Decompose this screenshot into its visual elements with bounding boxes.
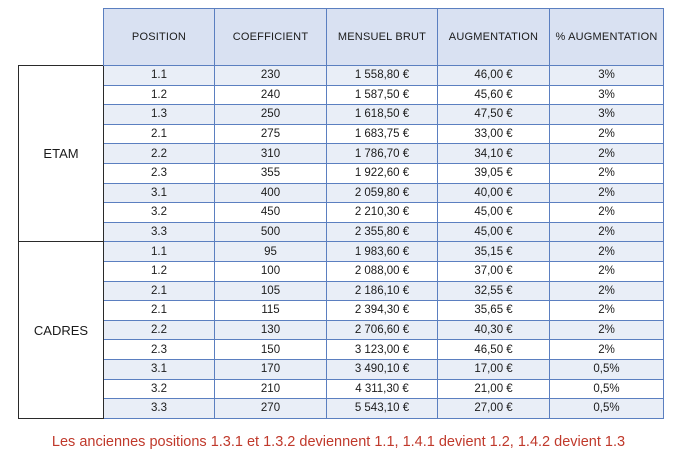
cell-position: 2.2 xyxy=(104,320,215,340)
cell-position: 3.2 xyxy=(104,203,215,223)
header-position: POSITION xyxy=(104,9,215,66)
group-label: ETAM xyxy=(19,66,104,242)
cell-augmentation: 45,00 € xyxy=(438,222,550,242)
cell-coefficient: 210 xyxy=(215,379,327,399)
header-row xyxy=(19,9,664,66)
cell-coefficient: 230 xyxy=(215,66,327,86)
cell-mensuel-brut: 2 059,80 € xyxy=(327,183,438,203)
table-row xyxy=(19,85,664,105)
table-row xyxy=(19,261,664,281)
cell-augmentation: 45,60 € xyxy=(438,85,550,105)
table-body xyxy=(19,66,664,419)
cell-coefficient: 130 xyxy=(215,320,327,340)
table-row xyxy=(19,320,664,340)
table-row xyxy=(19,359,664,379)
cell-coefficient: 115 xyxy=(215,301,327,321)
table-row xyxy=(19,124,664,144)
table-row xyxy=(19,281,664,301)
cell-mensuel-brut: 2 186,10 € xyxy=(327,281,438,301)
cell-pct-augmentation: 3% xyxy=(550,66,664,86)
cell-pct-augmentation: 2% xyxy=(550,261,664,281)
cell-mensuel-brut: 5 543,10 € xyxy=(327,399,438,419)
table-row xyxy=(19,301,664,321)
table-row xyxy=(19,105,664,125)
table-row xyxy=(19,183,664,203)
table-row xyxy=(19,222,664,242)
cell-pct-augmentation: 2% xyxy=(550,320,664,340)
cell-pct-augmentation: 2% xyxy=(550,144,664,164)
footnote: Les anciennes positions 1.3.1 et 1.3.2 deviennent 1.1, 1.4.1 devient 1.2, 1.4.2 devient 1.3 xyxy=(51,434,626,450)
cell-position: 1.2 xyxy=(104,85,215,105)
cell-coefficient: 270 xyxy=(215,399,327,419)
cell-coefficient: 150 xyxy=(215,340,327,360)
cell-augmentation: 27,00 € xyxy=(438,399,550,419)
cell-augmentation: 34,10 € xyxy=(438,144,550,164)
cell-coefficient: 170 xyxy=(215,359,327,379)
cell-mensuel-brut: 2 088,00 € xyxy=(327,261,438,281)
cell-mensuel-brut: 1 922,60 € xyxy=(327,163,438,183)
table-row xyxy=(19,340,664,360)
cell-position: 3.3 xyxy=(104,222,215,242)
cell-pct-augmentation: 0,5% xyxy=(550,379,664,399)
cell-augmentation: 35,15 € xyxy=(438,242,550,262)
cell-mensuel-brut: 3 490,10 € xyxy=(327,359,438,379)
header-mensuel-brut: MENSUEL BRUT xyxy=(327,9,438,66)
cell-pct-augmentation: 2% xyxy=(550,242,664,262)
cell-position: 2.1 xyxy=(104,301,215,321)
table-row xyxy=(19,203,664,223)
table-row xyxy=(19,66,664,86)
cell-coefficient: 275 xyxy=(215,124,327,144)
cell-mensuel-brut: 1 786,70 € xyxy=(327,144,438,164)
cell-position: 1.1 xyxy=(104,66,215,86)
cell-pct-augmentation: 2% xyxy=(550,183,664,203)
salary-grid-table xyxy=(18,8,664,419)
cell-mensuel-brut: 1 683,75 € xyxy=(327,124,438,144)
cell-coefficient: 100 xyxy=(215,261,327,281)
table-row xyxy=(19,399,664,419)
cell-mensuel-brut: 2 355,80 € xyxy=(327,222,438,242)
table-row xyxy=(19,242,664,262)
cell-augmentation: 46,00 € xyxy=(438,66,550,86)
cell-position: 3.2 xyxy=(104,379,215,399)
cell-augmentation: 46,50 € xyxy=(438,340,550,360)
cell-coefficient: 355 xyxy=(215,163,327,183)
cell-position: 1.1 xyxy=(104,242,215,262)
cell-coefficient: 450 xyxy=(215,203,327,223)
cell-pct-augmentation: 0,5% xyxy=(550,399,664,419)
cell-position: 3.3 xyxy=(104,399,215,419)
cell-mensuel-brut: 2 210,30 € xyxy=(327,203,438,223)
cell-pct-augmentation: 2% xyxy=(550,163,664,183)
cell-pct-augmentation: 2% xyxy=(550,203,664,223)
cell-pct-augmentation: 3% xyxy=(550,85,664,105)
cell-pct-augmentation: 2% xyxy=(550,124,664,144)
cell-augmentation: 39,05 € xyxy=(438,163,550,183)
cell-position: 2.2 xyxy=(104,144,215,164)
cell-position: 3.1 xyxy=(104,359,215,379)
cell-coefficient: 310 xyxy=(215,144,327,164)
cell-augmentation: 17,00 € xyxy=(438,359,550,379)
cell-position: 2.3 xyxy=(104,163,215,183)
header-corner xyxy=(19,9,104,66)
cell-mensuel-brut: 3 123,00 € xyxy=(327,340,438,360)
cell-augmentation: 35,65 € xyxy=(438,301,550,321)
cell-position: 3.1 xyxy=(104,183,215,203)
header-pct-augmentation: % AUGMENTATION xyxy=(550,9,664,66)
cell-pct-augmentation: 0,5% xyxy=(550,359,664,379)
cell-pct-augmentation: 2% xyxy=(550,301,664,321)
cell-mensuel-brut: 2 394,30 € xyxy=(327,301,438,321)
header-coefficient: COEFFICIENT xyxy=(215,9,327,66)
cell-mensuel-brut: 2 706,60 € xyxy=(327,320,438,340)
cell-coefficient: 240 xyxy=(215,85,327,105)
table-row xyxy=(19,379,664,399)
cell-position: 1.3 xyxy=(104,105,215,125)
group-label: CADRES xyxy=(19,242,104,418)
cell-coefficient: 500 xyxy=(215,222,327,242)
cell-augmentation: 37,00 € xyxy=(438,261,550,281)
cell-augmentation: 40,00 € xyxy=(438,183,550,203)
cell-position: 1.2 xyxy=(104,261,215,281)
cell-mensuel-brut: 1 558,80 € xyxy=(327,66,438,86)
cell-augmentation: 47,50 € xyxy=(438,105,550,125)
cell-pct-augmentation: 3% xyxy=(550,105,664,125)
cell-pct-augmentation: 2% xyxy=(550,281,664,301)
cell-mensuel-brut: 1 983,60 € xyxy=(327,242,438,262)
cell-augmentation: 40,30 € xyxy=(438,320,550,340)
cell-coefficient: 400 xyxy=(215,183,327,203)
cell-position: 2.1 xyxy=(104,124,215,144)
cell-augmentation: 32,55 € xyxy=(438,281,550,301)
cell-augmentation: 33,00 € xyxy=(438,124,550,144)
header-augmentation: AUGMENTATION xyxy=(438,9,550,66)
cell-coefficient: 250 xyxy=(215,105,327,125)
cell-pct-augmentation: 2% xyxy=(550,222,664,242)
cell-mensuel-brut: 1 587,50 € xyxy=(327,85,438,105)
cell-augmentation: 45,00 € xyxy=(438,203,550,223)
cell-mensuel-brut: 4 311,30 € xyxy=(327,379,438,399)
cell-mensuel-brut: 1 618,50 € xyxy=(327,105,438,125)
cell-position: 2.1 xyxy=(104,281,215,301)
table-row xyxy=(19,144,664,164)
cell-pct-augmentation: 2% xyxy=(550,340,664,360)
table-row xyxy=(19,163,664,183)
cell-augmentation: 21,00 € xyxy=(438,379,550,399)
cell-coefficient: 95 xyxy=(215,242,327,262)
cell-position: 2.3 xyxy=(104,340,215,360)
cell-coefficient: 105 xyxy=(215,281,327,301)
